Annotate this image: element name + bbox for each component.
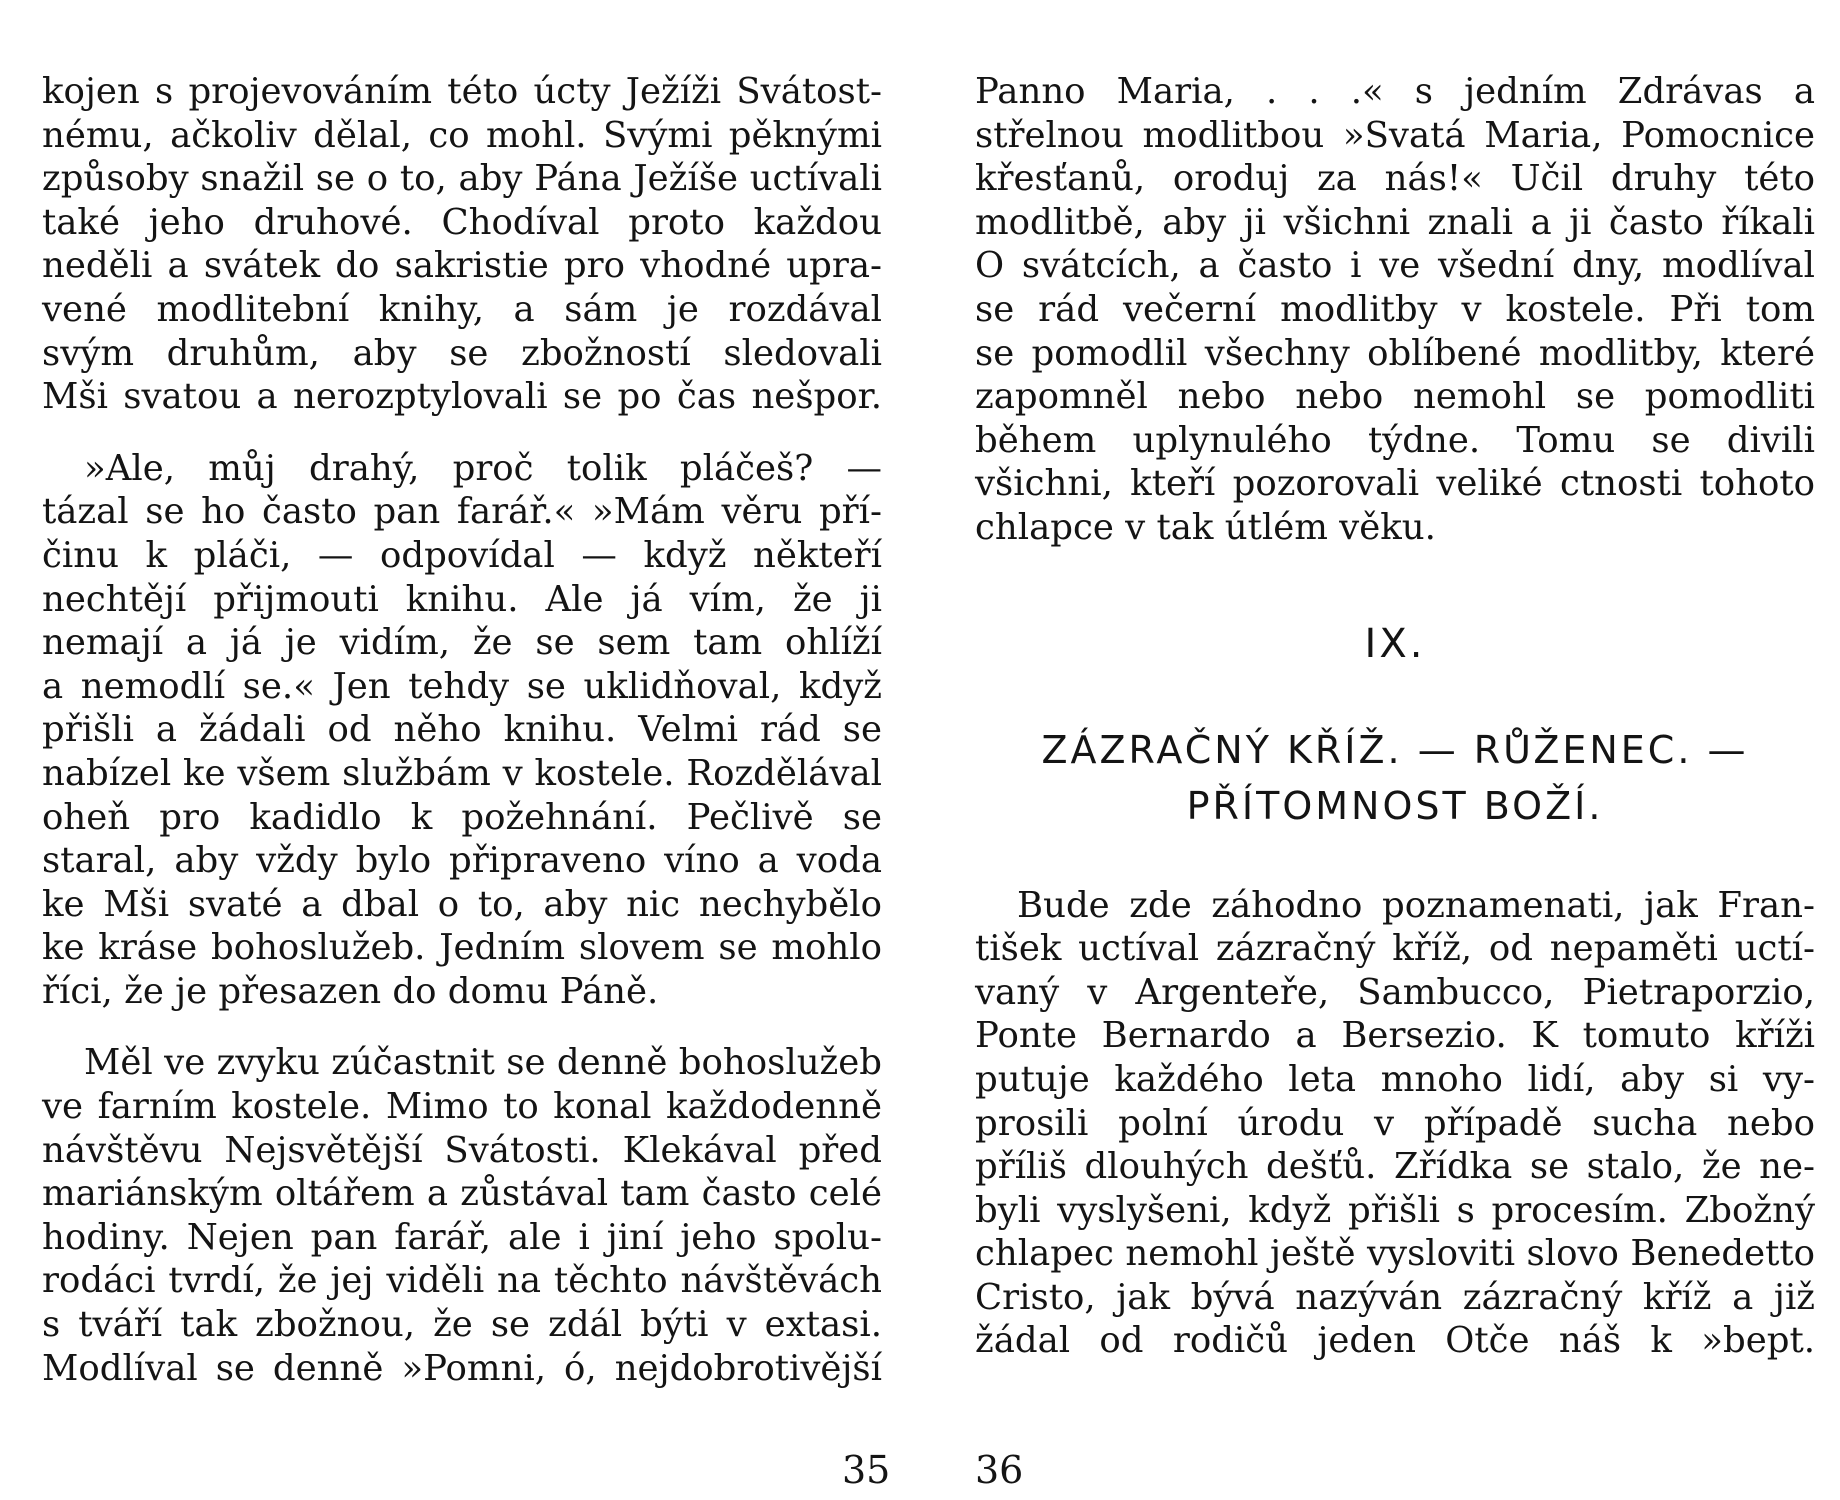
paragraph-gap xyxy=(42,1013,882,1041)
text-line: příliš dlouhých dešťů. Zřídka se stalo, že ne- xyxy=(975,1146,1815,1188)
text-line: žádal od rodičů jeden Otče náš k »bept. xyxy=(975,1320,1815,1362)
right-page xyxy=(975,70,1815,1363)
text-line: křesťanů, oroduj za nás!« Učil druhy této xyxy=(975,158,1815,200)
text-line: mariánským oltářem a zůstával tam často celé xyxy=(42,1173,882,1215)
text-line: nému, ačkoliv dělal, co mohl. Svými pěknými xyxy=(42,114,882,156)
text-line: všichni, kteří pozorovali veliké ctnosti tohoto xyxy=(975,463,1815,505)
text-line: vené modlitební knihy, a sám je rozdával xyxy=(42,288,882,330)
left-page xyxy=(42,70,882,1390)
paragraph-gap xyxy=(42,419,882,447)
page-number-left: 35 xyxy=(842,1448,891,1492)
text-line: vaný v Argenteře, Sambucco, Pietraporzio, xyxy=(975,971,1815,1013)
text-line: Mši svatou a nerozptylovali se po čas nešpor. xyxy=(42,376,882,418)
text-line: Panno Maria, . . .« s jedním Zdrávas a xyxy=(975,71,1815,112)
text-line: a nemodlí se.« Jen tehdy se uklidňoval, když xyxy=(42,665,882,707)
text-line: chlapec nemohl ještě vysloviti slovo Benedetto xyxy=(975,1233,1815,1275)
text-line: činu k pláči, — odpovídal — když někteří xyxy=(42,534,882,576)
text-line: O svátcích, a často i ve všední dny, modlíval xyxy=(975,245,1815,287)
text-line: Cristo, jak bývá nazýván zázračný kříž a již xyxy=(975,1276,1815,1318)
text-line: neděli a svátek do sakristie pro vhodné upra- xyxy=(42,245,882,287)
text-line: prosili polní úrodu v případě sucha nebo xyxy=(975,1102,1815,1144)
text-line: Bude zde záhodno poznamenati, jak Fran- xyxy=(1017,884,1815,926)
text-line: Ponte Bernardo a Bersezio. K tomuto kříži xyxy=(975,1015,1815,1057)
text-line: ve farním kostele. Mimo to konal každodenně xyxy=(42,1086,882,1128)
text-line: přišli a žádali od něho knihu. Velmi rád se xyxy=(42,709,882,751)
chapter-title xyxy=(975,722,1815,834)
text-line: Modlíval se denně »Pomni, ó, nejdobrotivější xyxy=(42,1347,882,1389)
text-line: oheň pro kadidlo k požehnání. Pečlivě se xyxy=(42,796,882,838)
text-line: svým druhům, aby se zbožností sledovali xyxy=(42,332,882,374)
text-line: putuje každého leta mnoho lidí, aby si vy- xyxy=(975,1058,1815,1100)
chapter-title-line-2: PŘÍTOMNOST BOŽÍ. xyxy=(1186,783,1604,828)
text-line: nemají a já je vidím, že se sem tam ohlíží xyxy=(42,622,882,664)
text-line: tázal se ho často pan farář.« »Mám věru pří- xyxy=(42,491,882,533)
text-line: také jeho druhové. Chodíval proto každou xyxy=(42,201,882,243)
text-line: modlitbě, aby ji všichni znali a ji často říkali xyxy=(975,201,1815,243)
text-line: se rád večerní modlitby v kostele. Při tom xyxy=(975,288,1815,330)
text-line: zapomněl nebo nebo nemohl se pomodliti xyxy=(975,376,1815,418)
text-line: byli vyslyšeni, když přišli s procesím. Zbožný xyxy=(975,1189,1815,1231)
text-line: »Ale, můj drahý, proč tolik pláčeš? — xyxy=(84,447,882,489)
text-line: kojen s projevováním této úcty Ježíži Svátost- xyxy=(42,71,882,112)
heading-gap xyxy=(975,834,1815,884)
chapter-number: IX. xyxy=(1364,620,1426,667)
text-line: se pomodlil všechny oblíbené modlitby, které xyxy=(975,332,1815,374)
chapter-paragraph xyxy=(975,884,1815,1364)
text-line: tišek uctíval zázračný kříž, od nepaměti uctí- xyxy=(975,928,1815,970)
text-line: nabízel ke všem službám v kostele. Rozdělával xyxy=(42,752,882,794)
text-line: návštěvu Nejsvětější Svátosti. Klekával před xyxy=(42,1129,882,1171)
text-line: říci, že je přesazen do domu Páně. xyxy=(42,970,659,1012)
continued-paragraph xyxy=(975,70,1815,550)
page-number-right: 36 xyxy=(975,1448,1024,1492)
paragraph-2 xyxy=(42,447,882,1014)
paragraph-3 xyxy=(42,1041,882,1390)
text-line: během uplynulého týdne. Tomu se divili xyxy=(975,419,1815,461)
text-line: střelnou modlitbou »Svatá Maria, Pomocnice xyxy=(975,114,1815,156)
text-line: Měl ve zvyku zúčastnit se denně bohoslužeb xyxy=(84,1042,882,1084)
text-line: ke Mši svaté a dbal o to, aby nic nechybělo xyxy=(42,883,882,925)
text-line: ke kráse bohoslužeb. Jedním slovem se mohlo xyxy=(42,927,882,969)
text-line: nechtějí přijmouti knihu. Ale já vím, že ji xyxy=(42,578,882,620)
text-line: hodiny. Nejen pan farář, ale i jiní jeho spolu- xyxy=(42,1216,882,1258)
text-line: způsoby snažil se o to, aby Pána Ježíše uctívali xyxy=(42,158,882,200)
paragraph-1 xyxy=(42,70,882,419)
text-line: rodáci tvrdí, že jej viděli na těchto návštěvách xyxy=(42,1260,882,1302)
text-line: staral, aby vždy bylo připraveno víno a voda xyxy=(42,840,882,882)
text-line: s tváří tak zbožnou, že se zdál býti v extasi. xyxy=(42,1304,882,1346)
text-line: chlapce v tak útlém věku. xyxy=(975,506,1436,548)
chapter-title-line-1: ZÁZRAČNÝ KŘÍŽ. — RŮŽENEC. — xyxy=(1041,727,1749,772)
